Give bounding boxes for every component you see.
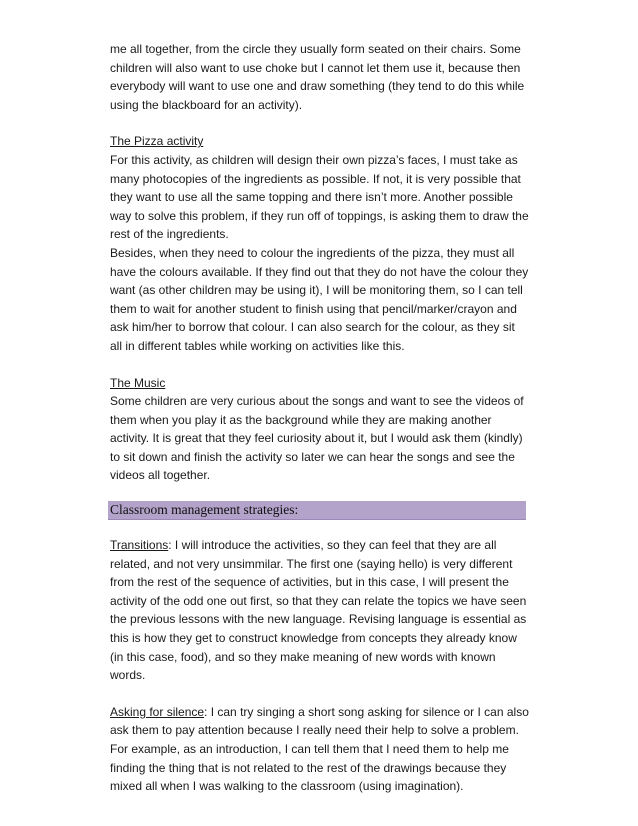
music-paragraph: Some children are very curious about the songs and want to see the videos of them when you play it as the background while they are making another activity. It is great that they feel curiosity about it, but I would ask them (kindly) to sit down and finish the activity so later we can hear the songs and see the videos all together. xyxy=(110,394,524,483)
pizza-activity-heading: The Pizza activity xyxy=(110,134,204,149)
pizza-paragraph-1: For this activity, as children will design their own pizza’s faces, I must take as many photocopies of the ingredients as possible. If not, it is very possible that they want to use all the same topping and there isn’t more. Another possible way to solve this problem, if they run off of toppings, is asking them to draw the rest of the ingredients. xyxy=(110,152,529,242)
music-heading: The Music xyxy=(110,375,166,390)
transitions-text: : I will introduce the activities, so they can feel that they are all related, and not very unsimmilar. The first one (saying hello) is very different from the rest of the sequence of activities, but in this case, I will present the activity of the odd one out first, so that they can relate the topics we have seen the previous lessons with the new language. Revising language is essential as this is how they get to construct knowledge from concepts they already know (in this case, food), and so they make meaning of new words with known words. xyxy=(110,538,527,683)
silence-text: : I can try singing a short song asking for silence or I can also ask them to pay attention because I really need their help to solve a problem. For example, as an introduction, I can tell them that I need them to help me finding the thing that is not related to the rest of the drawings because they mixed all when I was walking to the classroom (using imagination). xyxy=(110,704,529,794)
spacer xyxy=(110,114,530,132)
pizza-paragraph-2: Besides, when they need to colour the ingredients of the pizza, they must all have the colours available. If they find out that they do not have the colour they want (as other children may be using it), I will be monitoring them, so I can tell them to wait for another student to finish using that pencil/marker/crayon and ask him/her to borrow that colour. I can also search for the colour, as they sit all in different tables while working on activities like this. xyxy=(110,245,529,353)
intro-paragraph: me all together, from the circle they usually form seated on their chairs. Some children will also want to use choke but I cannot let them use it, because then everybody will want to use one and draw something (they tend to do this while using the blackboard for an activity). xyxy=(110,42,525,112)
spacer xyxy=(110,520,530,536)
silence-paragraph xyxy=(110,703,530,796)
transitions-paragraph xyxy=(110,536,530,685)
spacer xyxy=(110,485,530,501)
spacer xyxy=(110,356,530,374)
section-title: Classroom management strategies: xyxy=(110,502,299,518)
document-page xyxy=(110,40,530,796)
spacer xyxy=(110,685,530,703)
silence-label: Asking for silence xyxy=(110,704,205,719)
transitions-label: Transitions xyxy=(110,538,169,553)
section-heading-band xyxy=(108,501,526,520)
